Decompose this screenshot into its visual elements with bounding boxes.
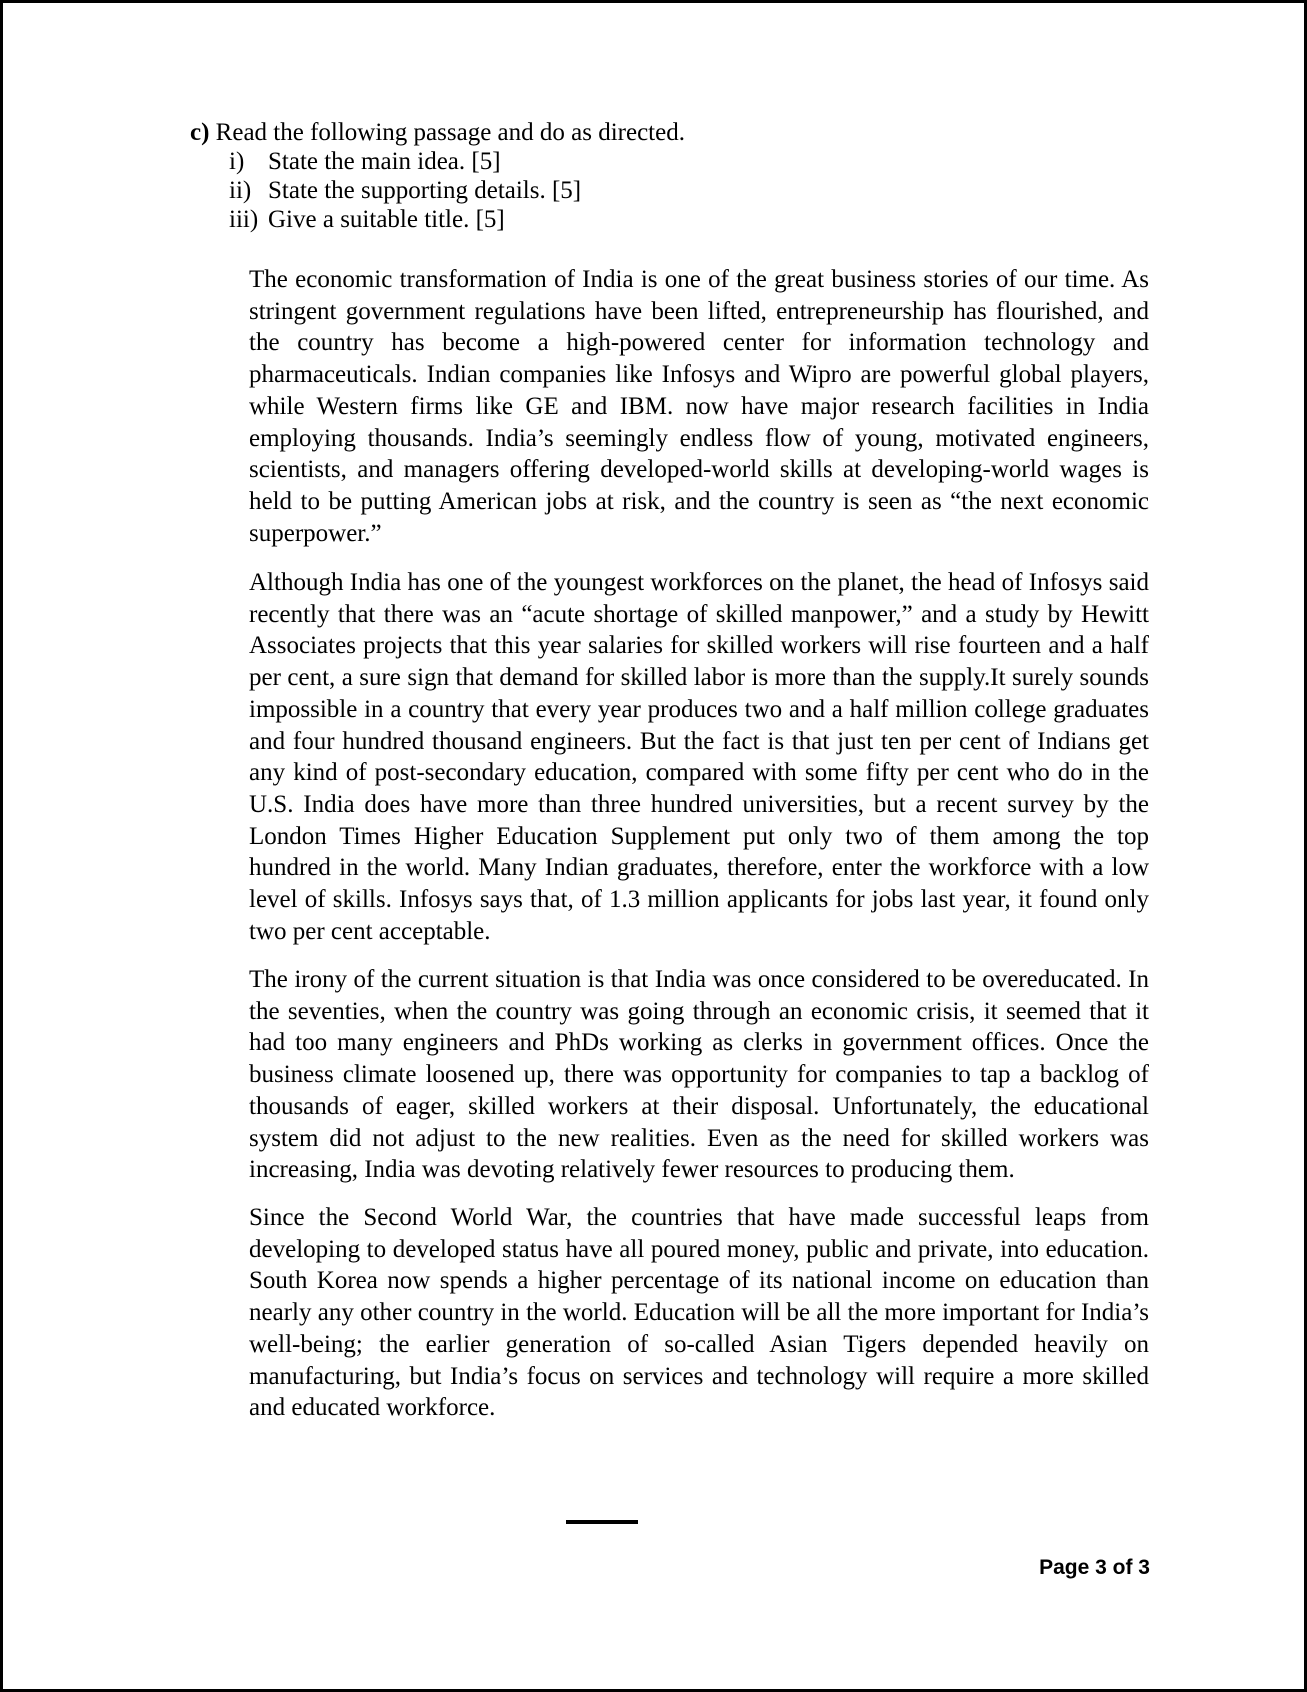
question-heading [190,118,685,147]
subquestion-number: i) [229,148,245,175]
passage-paragraph-1: The economic transformation of India is one of the great business stories of our time. As stringent government regulations have been lifted, entrepreneurship has flourished, and the country has become a high-powered center for information technology and pharmaceuticals. Indian companies like Infosys and Wipro are powerful global players, while Western firms like GE and IBM. now have major research facilities in India employing thousands. India’s seemingly endless flow of young, motivated engineers, scientists, and managers offering developed-world skills at developing-world wages is held to be putting American jobs at risk, and the country is seen as “the next economic superpower.” [249,266,1149,547]
passage-paragraph-4: Since the Second World War, the countries that have made successful leaps from developing to developed status have all poured money, public and private, into education. South Korea now spends a higher percentage of its national income on education than nearly any other country in the world. Education will be all the more important for India’s well-being; the earlier generation of so-called Asian Tigers depended heavily on manufacturing, but India’s focus on services and technology will require a more skilled and educated workforce. [249,1204,1149,1422]
subquestion-number: ii) [229,177,252,204]
subquestion-text: State the main idea. [5] [268,148,501,175]
subquestion-text: State the supporting details. [5] [268,177,582,204]
subquestion-2 [229,176,581,205]
subquestion-text: Give a suitable title. [5] [268,206,505,233]
question-label: c) [190,119,210,146]
passage-paragraph-2: Although India has one of the youngest workforces on the planet, the head of Infosys said recently that there was an “acute shortage of skilled manpower,” and a study by Hewitt Associates projects that this year salaries for skilled workers will rise fourteen and a half per cent, a sure sign that demand for skilled labor is more than the supply.It surely sounds impossible in a country that every year produces two and a half million college graduates and four hundred thousand engineers. But the fact is that just ten per cent of Indians get any kind of post-secondary education, compared with some fifty per cent who do in the U.S. India does have more than three hundred universities, but a recent survey by the London Times Higher Education Supplement put only two of them among the top hundred in the world. Many Indian graduates, therefore, enter the workforce with a low level of skills. Infosys says that, of 1.3 million applicants for jobs last year, it found only two per cent acceptable. [249,569,1149,945]
end-divider [566,1520,638,1524]
subquestion-1 [229,147,501,176]
subquestion-3 [229,205,505,234]
passage-paragraph-3: The irony of the current situation is that India was once considered to be overeducated. In the seventies, when the country was going through an economic crisis, it seemed that it had too many engineers and PhDs working as clerks in government offices. Once the business climate loosened up, there was opportunity for companies to tap a backlog of thousands of eager, skilled workers at their disposal. Unfortunately, the educational system did not adjust to the new realities. Even as the need for skilled workers was increasing, India was devoting relatively fewer resources to producing them. [249,966,1149,1184]
question-instruction: Read the following passage and do as directed. [215,119,685,146]
subquestion-number: iii) [229,206,259,233]
page-number: Page 3 of 3 [1039,1556,1150,1579]
